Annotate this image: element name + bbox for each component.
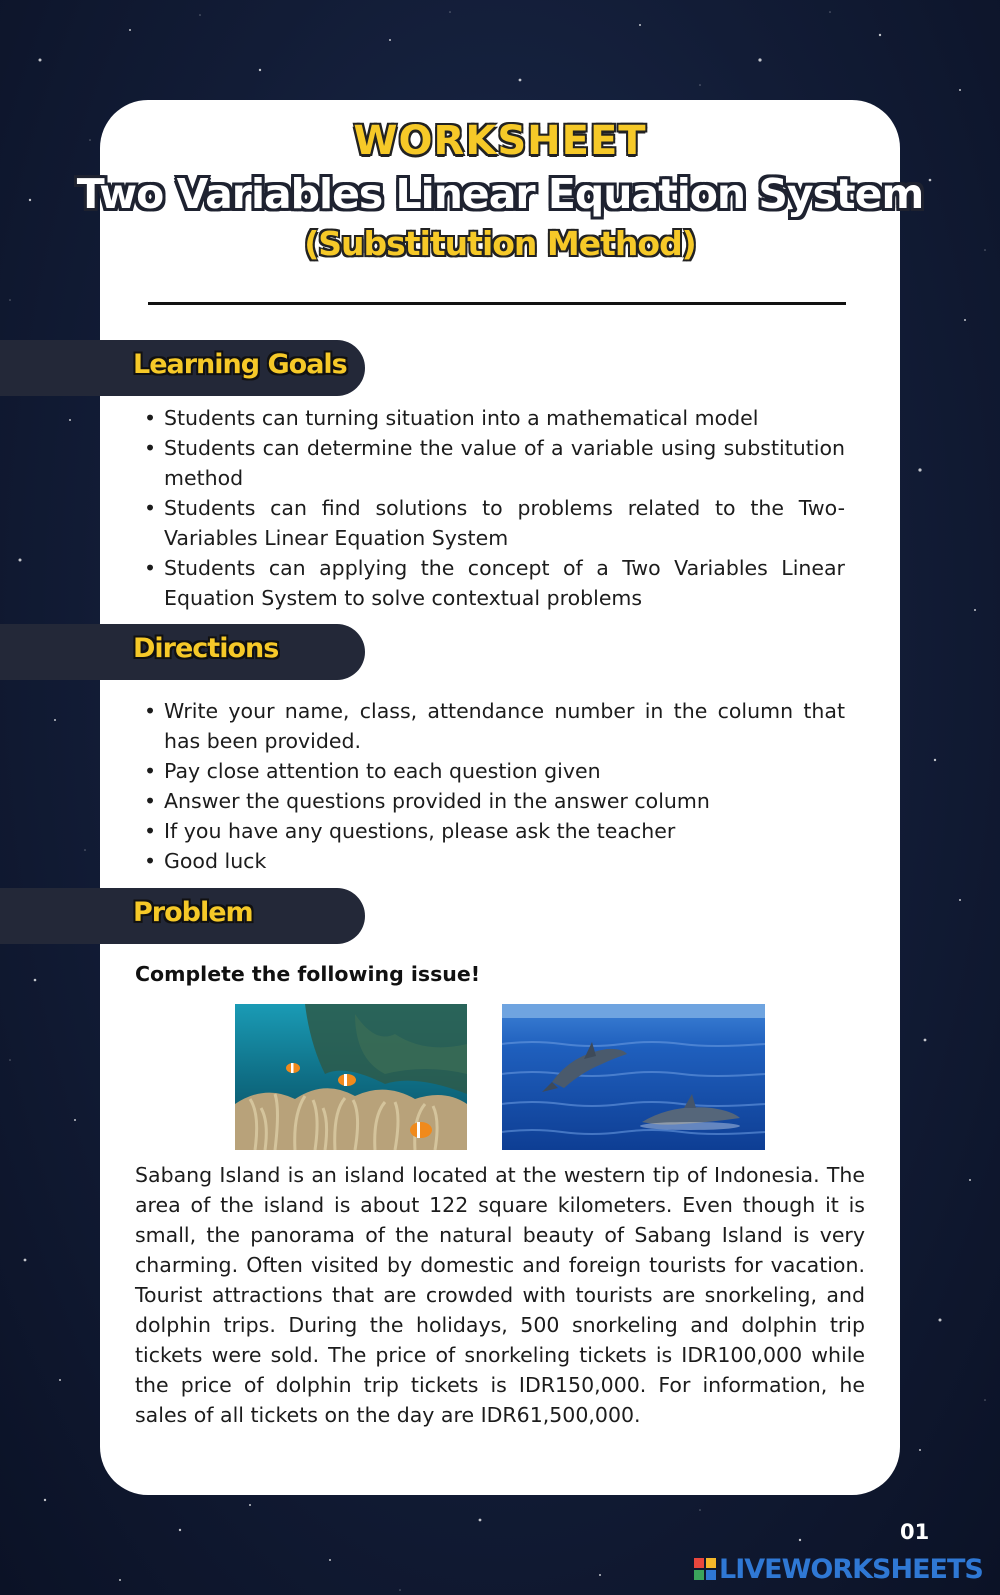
section-header-directions <box>0 624 365 680</box>
liveworksheets-logo-icon <box>694 1558 716 1580</box>
page-title: Two Variables Linear Equation System <box>76 170 924 218</box>
list-item: • If you have any questions, please ask the teacher <box>140 816 845 846</box>
list-item: • Answer the questions provided in the answer column <box>140 786 845 816</box>
list-item: • Good luck <box>140 846 845 876</box>
learning-goals-list <box>140 403 845 613</box>
worksheet-label: WORKSHEET <box>353 118 647 164</box>
section-header-problem <box>0 888 365 944</box>
list-item: • Students can find solutions to problems related to the Two-Variables Linear Equation System <box>140 493 845 553</box>
title-block <box>0 118 1000 263</box>
directions-list <box>140 696 845 876</box>
section-heading: Directions <box>133 633 279 664</box>
title-divider <box>148 302 846 305</box>
list-item: • Write your name, class, attendance number in the column that has been provided. <box>140 696 845 756</box>
list-item: • Pay close attention to each question given <box>140 756 845 786</box>
section-heading: Learning Goals <box>133 349 347 380</box>
section-header-learning-goals <box>0 340 365 396</box>
problem-paragraph: Sabang Island is an island located at the western tip of Indonesia. The area of the island is about 122 square kilometers. Even though it is small, the panorama of the natural beauty of Sabang Island is very charming. Often visited by domestic and foreign tourists for vacation. Tourist attractions that are crowded with tourists are snorkeling, and dolphin trips. During the holidays, 500 snorkeling and dolphin trip tickets were sold. The price of snorkeling tickets is IDR100,000 while the price of dolphin trip tickets is IDR150,000. For information, he sales of all tickets on the day are IDR61,500,000. <box>135 1163 865 1427</box>
brand-name: LIVEWORKSHEETS <box>719 1554 983 1585</box>
page-number: 01 <box>900 1520 930 1544</box>
coral-reef-photo <box>235 1004 467 1150</box>
list-item: • Students can determine the value of a variable using substitution method <box>140 433 845 493</box>
page-subtitle: (Substitution Method) <box>304 224 696 263</box>
problem-instruction: Complete the following issue! <box>135 962 481 986</box>
list-item: • Students can applying the concept of a Two Variables Linear Equation System to solve contextual problems <box>140 553 845 613</box>
list-item: • Students can turning situation into a mathematical model <box>140 403 845 433</box>
section-heading: Problem <box>133 897 253 928</box>
dolphin-photo <box>502 1004 765 1150</box>
